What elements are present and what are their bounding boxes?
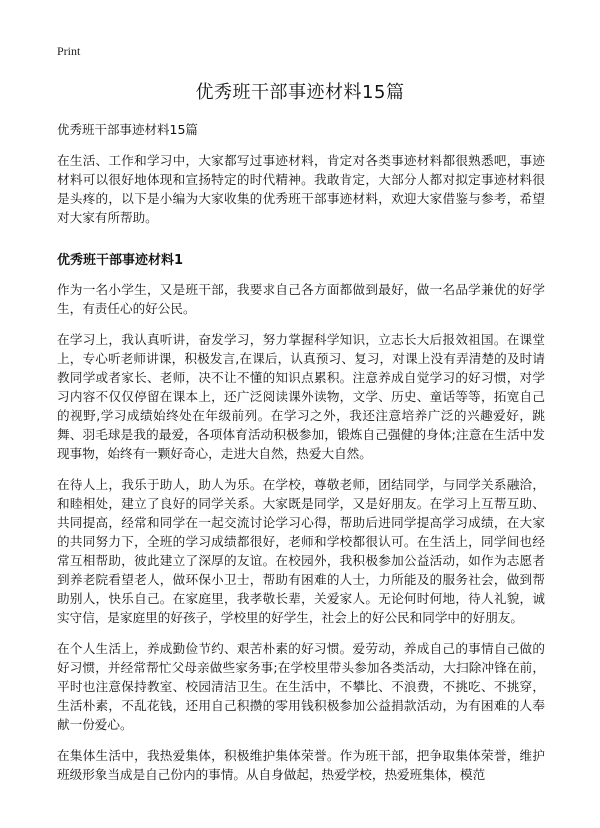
page-title: 优秀班干部事迹材料15篇 (195, 82, 405, 103)
body-paragraph: 在个人生活上，养成勤俭节约、艰苦朴素的好习惯。爱劳动，养成自己的事情自己做的好习惯，并经常帮忙父母亲做些家务事;在学校里带头参加各类活动，大扫除冲锋在前，平时也注意保持教室、校园清洁卫生。在生活中，不攀比、不浪费，不挑吃、不挑穿，生活朴素，不乱花钱，还用自己积攒的零用钱积极参加公益捐款活动，为有困难的人奉献一份爱心。 (57, 641, 545, 732)
section-heading: 优秀班干部事迹材料1 (57, 253, 184, 268)
document-subtitle: 优秀班干部事迹材料15篇 (57, 122, 198, 137)
body-paragraph: 在集体生活中，我热爱集体，积极维护集体荣誉。作为班干部，把争取集体荣誉，维护班级形象当成是自己份内的事情。从自身做起，热爱学校，热爱班集体，模范 (57, 748, 545, 782)
body-paragraph: 在待人上，我乐于助人，助人为乐。在学校，尊敬老师，团结同学，与同学关系融洽，和睦相处，建立了良好的同学关系。大家既是同学，又是好朋友。在学习上互帮互助、共同提高，经常和同学在一起交流讨论学习心得，帮助后进同学提高学习成绩，在大家的共同努力下，全班的学习成绩都很好，老师和学校都很认可。在生活上，同学间也经常互相帮助，彼此建立了深厚的友谊。在校园外，我积极参加公益活动，如作为志愿者到养老院看望老人，做环保小卫士，帮助有困难的人士，力所能及的服务社会，做到帮助别人，快乐自己。在家庭里，我孝敬长辈，关爱家人。无论何时何地，待人礼貌，诚实守信，是家庭里的好孩子，学校里的好学生，社会上的好公民和同学中的好朋友。 (57, 477, 545, 625)
intro-paragraph: 在生活、工作和学习中，大家都写过事迹材料，肯定对各类事迹材料都很熟悉吧，事迹材料可以很好地体现和宣扬特定的时代精神。我敢肯定，大部分人都对拟定事迹材料很是头疼的，以下是小编为大家收集的优秀班干部事迹材料，欢迎大家借鉴与参考，希望对大家有所帮助。 (57, 153, 545, 225)
body-paragraph: 在学习上，我认真听讲，奋发学习，努力掌握科学知识，立志长大后报效祖国。在课堂上，专心听老师讲课，积极发言,在课后，认真预习、复习，对课上没有弄清楚的及时请教同学或者家长、老师，决不让不懂的知识点累积。注意养成自觉学习的好习惯，对学习内容不仅仅停留在课本上，还广泛阅读课外读物，文学、历史、童话等等，拓宽自己的视野,学习成绩始终处在年级前列。在学习之外，我还注意培养广泛的兴趣爱好，跳舞、羽毛球是我的最爱，各项体育活动积极参加，锻炼自己强健的身体;注意在生活中发现事物，始终有一颗好奇心，走进大自然，热爱大自然。 (57, 332, 545, 461)
body-paragraph: 作为一名小学生，又是班干部，我要求自己各方面都做到最好，做一名品学兼优的好学生，有责任心的好公民。 (57, 282, 545, 316)
document-body (57, 151, 545, 796)
print-label: Print (57, 44, 81, 58)
